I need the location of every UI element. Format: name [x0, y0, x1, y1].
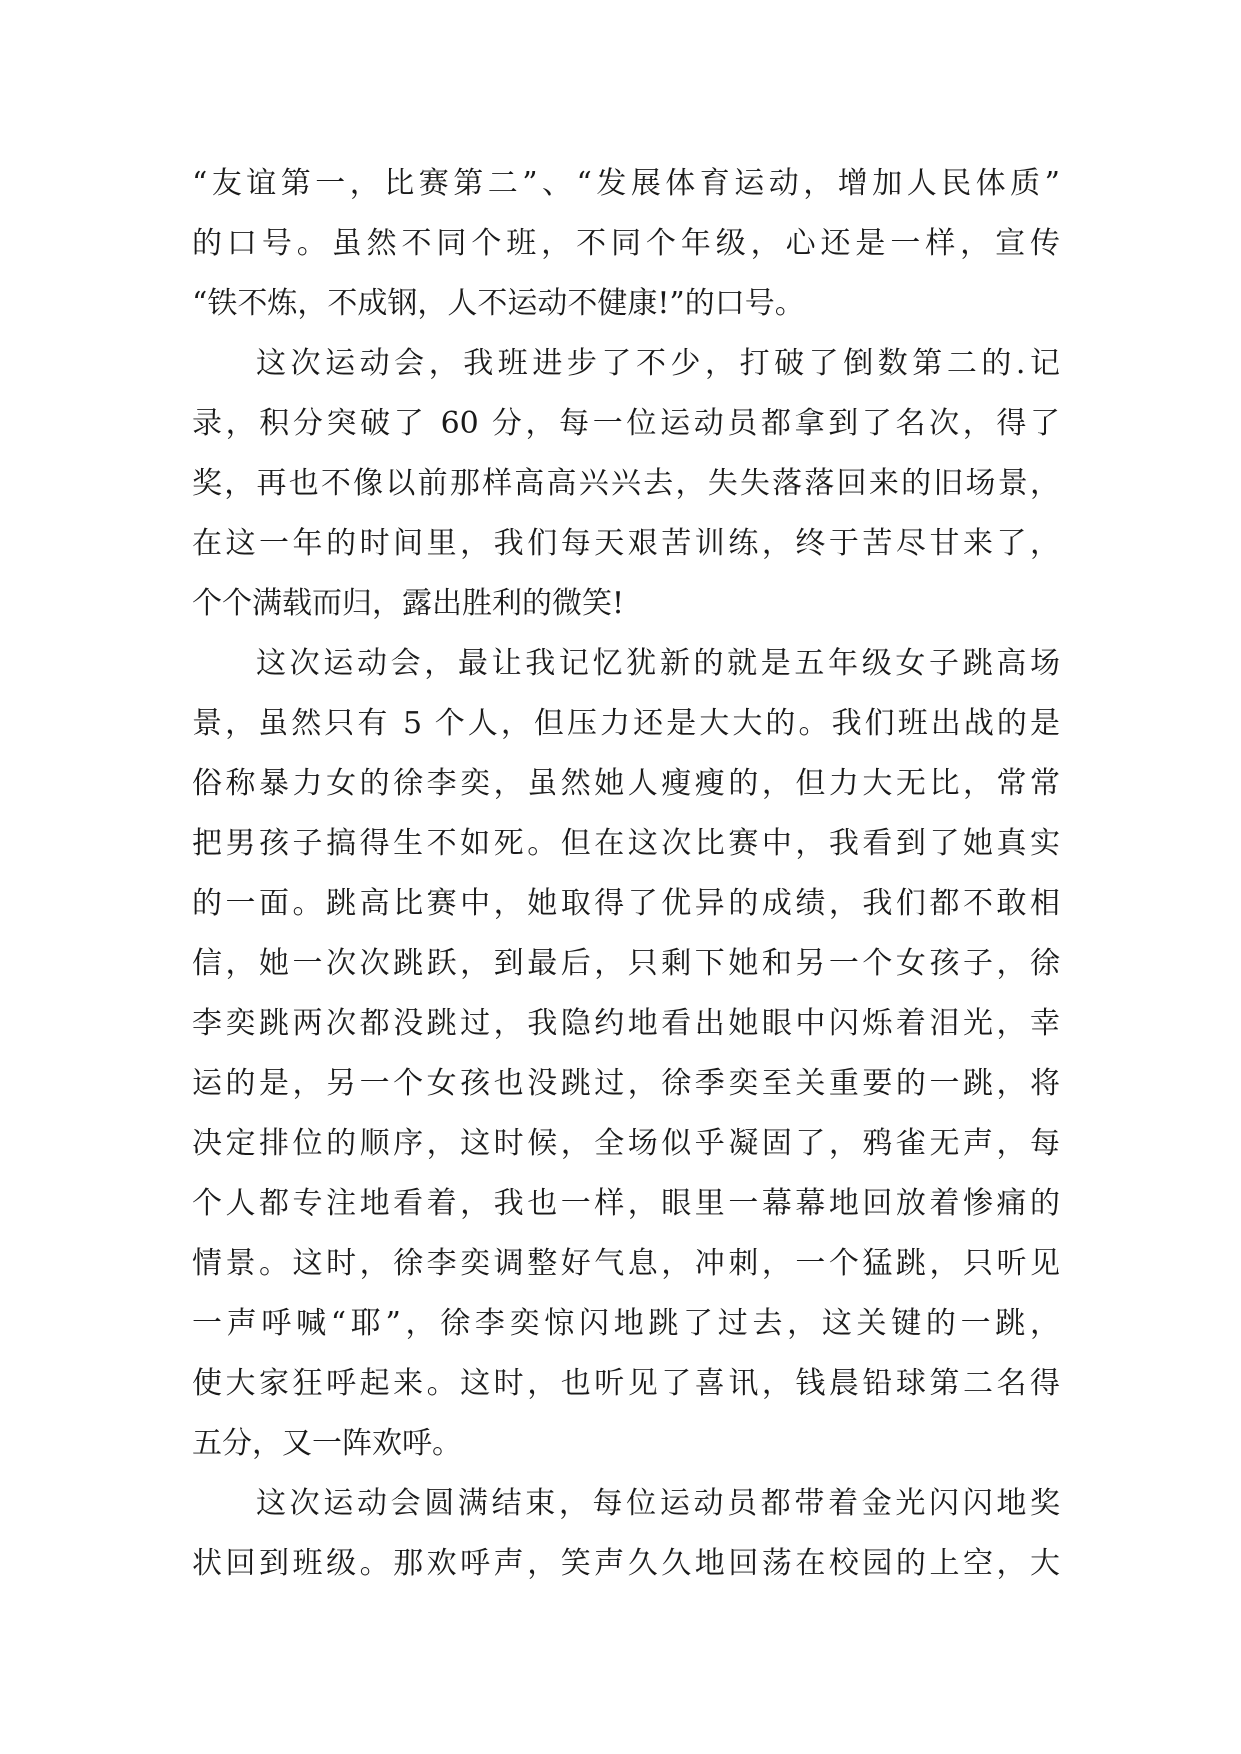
text-line: 个个满载而归，露出胜利的微笑! — [192, 586, 625, 621]
text-line: 俗称暴力女的徐李奕，虽然她人瘦瘦的，但力大无比，常常 — [192, 766, 1060, 801]
text-line: 这次运动会，最让我记忆犹新的就是五年级女子跳高场 — [256, 646, 1060, 681]
text-line: 的口号。虽然不同个班，不同个年级，心还是一样，宣传 — [192, 226, 1060, 261]
paragraph — [192, 334, 1060, 634]
text-line: 的一面。跳高比赛中，她取得了优异的成绩，我们都不敢相 — [192, 886, 1060, 921]
text-line: “友谊第一，比赛第二”、“发展体育运动，增加人民体质” — [192, 166, 1060, 201]
text-line: 运的是，另一个女孩也没跳过，徐季奕至关重要的一跳，将 — [192, 1066, 1060, 1101]
text-line: 信，她一次次跳跃，到最后，只剩下她和另一个女孩子，徐 — [192, 946, 1060, 981]
paragraph — [192, 634, 1060, 1474]
paragraph — [192, 1474, 1060, 1594]
text-line: 景，虽然只有 5 个人，但压力还是大大的。我们班出战的是 — [192, 706, 1060, 741]
text-line: 这次运动会圆满结束，每位运动员都带着金光闪闪地奖 — [256, 1486, 1060, 1521]
text-line: 这次运动会，我班进步了不少，打破了倒数第二的.记 — [256, 346, 1060, 381]
text-line: 使大家狂呼起来。这时，也听见了喜讯，钱晨铅球第二名得 — [192, 1366, 1060, 1401]
text-line: 五分，又一阵欢呼。 — [192, 1426, 462, 1461]
text-line: 录，积分突破了 60 分，每一位运动员都拿到了名次，得了 — [192, 406, 1060, 441]
text-line: 一声呼喊“耶”，徐李奕惊闪地跳了过去，这关键的一跳， — [192, 1306, 1060, 1341]
text-line: 决定排位的顺序，这时候，全场似乎凝固了，鸦雀无声，每 — [192, 1126, 1060, 1161]
text-line: 李奕跳两次都没跳过，我隐约地看出她眼中闪烁着泪光，幸 — [192, 1006, 1060, 1041]
text-line: 在这一年的时间里，我们每天艰苦训练，终于苦尽甘来了， — [192, 526, 1060, 561]
text-line: “铁不炼，不成钢，人不运动不健康!”的口号。 — [192, 286, 805, 321]
text-line: 把男孩子搞得生不如死。但在这次比赛中，我看到了她真实 — [192, 826, 1060, 861]
text-line: 奖，再也不像以前那样高高兴兴去，失失落落回来的旧场景， — [192, 466, 1060, 501]
paragraph — [192, 154, 1060, 334]
document-page — [192, 154, 1060, 1594]
text-line: 个人都专注地看着，我也一样，眼里一幕幕地回放着惨痛的 — [192, 1186, 1060, 1221]
text-line: 情景。这时，徐李奕调整好气息，冲刺，一个猛跳，只听见 — [192, 1246, 1060, 1281]
text-line: 状回到班级。那欢呼声，笑声久久地回荡在校园的上空，大 — [192, 1546, 1060, 1581]
